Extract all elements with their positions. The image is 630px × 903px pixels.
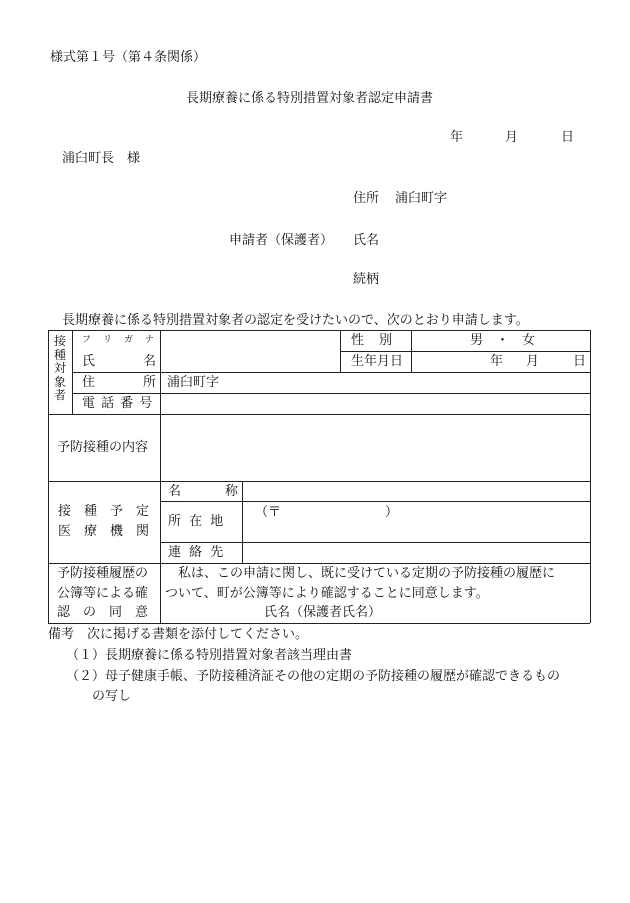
target-label-char: 者 — [53, 388, 66, 402]
inst-name-label-char: 称 — [225, 484, 239, 499]
consent-text-line1: 私は、この申請に関し、既に受けている定期の予防接種の履歴に — [165, 566, 556, 581]
applicant-address-value: 浦臼町字 — [395, 191, 448, 206]
notes-item-2-line1: （２）母子健康手帳、予防接種済証その他の定期の予防接種の履歴が確認できるもの — [66, 669, 561, 684]
inst-contact-label: 連 絡 先 — [168, 545, 226, 560]
vaccine-content-label: 予防接種の内容 — [57, 440, 149, 455]
birth-year-label: 年 — [490, 354, 504, 369]
institution-label-line2: 医 療 機 関 — [58, 524, 150, 539]
intro-text: 長期療養に係る特別措置対象者の認定を受けたいので、次のとおり申請します。 — [62, 313, 529, 328]
birth-day-label: 日 — [573, 354, 587, 369]
furigana-char: ガ — [124, 335, 134, 345]
target-label-char: 対 — [53, 361, 66, 375]
phone-label: 電 話 番 号 — [82, 396, 154, 411]
address-label-char: 住 — [82, 375, 96, 390]
target-label-char: 象 — [53, 374, 66, 389]
applicant-relation-label: 続柄 — [353, 272, 380, 287]
gender-label: 性 別 — [351, 333, 394, 348]
applicant-address-label: 住所 — [353, 191, 380, 206]
consent-label-line2: 公簿等による確 — [57, 586, 149, 601]
birth-month-label: 月 — [526, 354, 540, 369]
address-value[interactable]: 浦臼町字 — [167, 375, 220, 390]
consent-label-line1: 予防接種履歴の — [57, 566, 149, 581]
notes-item-1: （１）長期療養に係る特別措置対象者該当理由書 — [66, 648, 353, 663]
consent-label-line3: 認 の 同 意 — [57, 605, 149, 620]
applicant-role-label: 申請者（保護者） — [229, 233, 334, 248]
institution-label-line1: 接 種 予 定 — [58, 504, 150, 519]
target-label-char: 種 — [53, 347, 66, 362]
name-label-char: 氏 — [82, 354, 96, 369]
date-month-label: 月 — [505, 130, 519, 145]
inst-location-label: 所 在 地 — [168, 514, 226, 529]
form-number: 様式第１号（第４条関係） — [50, 50, 207, 65]
document-title: 長期療養に係る特別措置対象者認定申請書 — [186, 91, 434, 106]
furigana-char: リ — [103, 335, 113, 345]
date-year-label: 年 — [450, 130, 464, 145]
consent-text-line2: ついて、町が公簿等により確認することに同意します。 — [165, 586, 489, 601]
birth-date-label: 生年月日 — [351, 354, 404, 369]
notes-heading: 備考 次に掲げる書類を添付してください。 — [48, 627, 309, 642]
target-label-char: 接 — [53, 334, 66, 348]
target-person-label — [53, 335, 67, 403]
name-label-char: 名 — [143, 354, 157, 369]
address-label-char: 所 — [143, 375, 157, 390]
gender-options[interactable]: 男 ・ 女 — [470, 333, 536, 348]
date-day-label: 日 — [561, 130, 575, 145]
furigana-char: ナ — [145, 335, 155, 345]
notes-item-2-line2: の写し — [92, 689, 132, 704]
inst-name-label-char: 名 — [168, 484, 182, 499]
inst-postal-code[interactable]: （〒 ） — [255, 505, 399, 520]
applicant-name-label: 氏名 — [353, 233, 380, 248]
consent-signature-label: 氏名（保護者氏名） — [264, 605, 382, 620]
furigana-char: フ — [82, 335, 92, 345]
addressee: 浦臼町長 様 — [62, 151, 141, 166]
